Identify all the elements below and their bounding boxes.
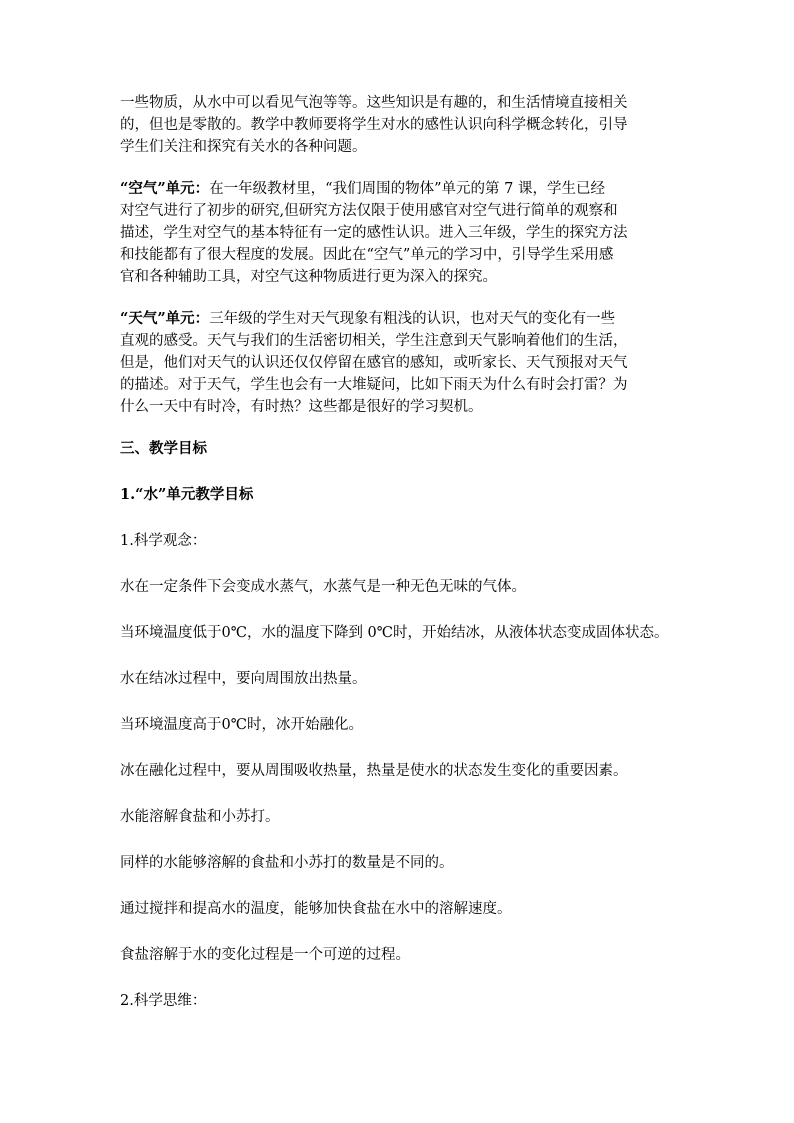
- document-page: [120, 92, 680, 1036]
- text-line: 的描述。对于天气，学生也会有一大堆疑问，比如下雨天为什么有时会打雷？为: [120, 377, 628, 393]
- text-line: 一些物质，从水中可以看见气泡等等。这些知识是有趣的，和生活情境直接相关: [120, 95, 628, 111]
- concept-item: 冰在融化过程中，要从周围吸收热量，热量是使水的状态发生变化的重要因素。: [120, 763, 628, 779]
- text-line: 描述，学生对空气的基本特征有一定的感性认识。进入三年级，学生的探究方法: [120, 225, 628, 241]
- text-line: 官和各种辅助工具，对空气这种物质进行更为深入的探究。: [120, 269, 497, 285]
- text-line: 对空气进行了初步的研究,但研究方法仅限于使用感官对空气进行简单的观察和: [120, 203, 618, 219]
- text-line: 但是，他们对天气的认识还仅仅停留在感官的感知，或听家长、天气预报对天气: [120, 355, 628, 371]
- concept-item: 当环境温度低于0℃，水的温度下降到 0℃时，开始结冰，从液体状态变成固体状态。: [120, 625, 669, 641]
- concept-item: 水在一定条件下会变成水蒸气，水蒸气是一种无色无味的气体。: [120, 579, 526, 595]
- weather-unit-label: “天气”单元：: [120, 310, 210, 327]
- air-unit-paragraph: [120, 178, 680, 288]
- weather-unit-paragraph: [120, 308, 680, 418]
- text-line: 学生们关注和探究有关水的各种问题。: [120, 139, 367, 155]
- text-line: 直观的感受。天气与我们的生活密切相关，学生注意到天气影响着他们的生活，: [120, 333, 628, 349]
- concept-item: 当环境温度高于0℃时，冰开始融化。: [120, 717, 363, 733]
- concept-item: 水能溶解食盐和小苏打。: [120, 809, 280, 825]
- concept-item: 同样的水能够溶解的食盐和小苏打的数量是不同的。: [120, 855, 454, 871]
- thinking-label: 2.科学思维：: [120, 993, 207, 1009]
- text-line: 的，但也是零散的。教学中教师要将学生对水的感性认识向科学概念转化，引导: [120, 117, 628, 133]
- text-line: 和技能都有了很大程度的发展。因此在“空气”单元的学习中，引导学生采用感: [120, 247, 614, 263]
- concept-label: 1.科学观念：: [120, 533, 207, 549]
- text-line: [120, 178, 680, 200]
- concept-item: 食盐溶解于水的变化过程是一个可逆的过程。: [120, 947, 410, 963]
- concept-item: 通过搅拌和提高水的温度，能够加快食盐在水中的溶解速度。: [120, 901, 512, 917]
- air-unit-first-line: 在一年级教材里，“我们周围的物体”单元的第 7 课，学生已经: [209, 181, 605, 197]
- air-unit-label: “空气”单元：: [120, 180, 210, 197]
- section-heading: 三、教学目标: [120, 440, 207, 457]
- text-line: [120, 308, 680, 330]
- weather-unit-first-line: 三年级的学生对天气现象有粗浅的认识，也对天气的变化有一些: [209, 311, 616, 327]
- text-line: 什么一天中有时冷，有时热？这些都是很好的学习契机。: [120, 399, 483, 415]
- intro-paragraph: [120, 92, 680, 158]
- subheading: 1.“水”单元教学目标: [120, 486, 254, 503]
- concept-item: 水在结冰过程中，要向周围放出热量。: [120, 671, 367, 687]
